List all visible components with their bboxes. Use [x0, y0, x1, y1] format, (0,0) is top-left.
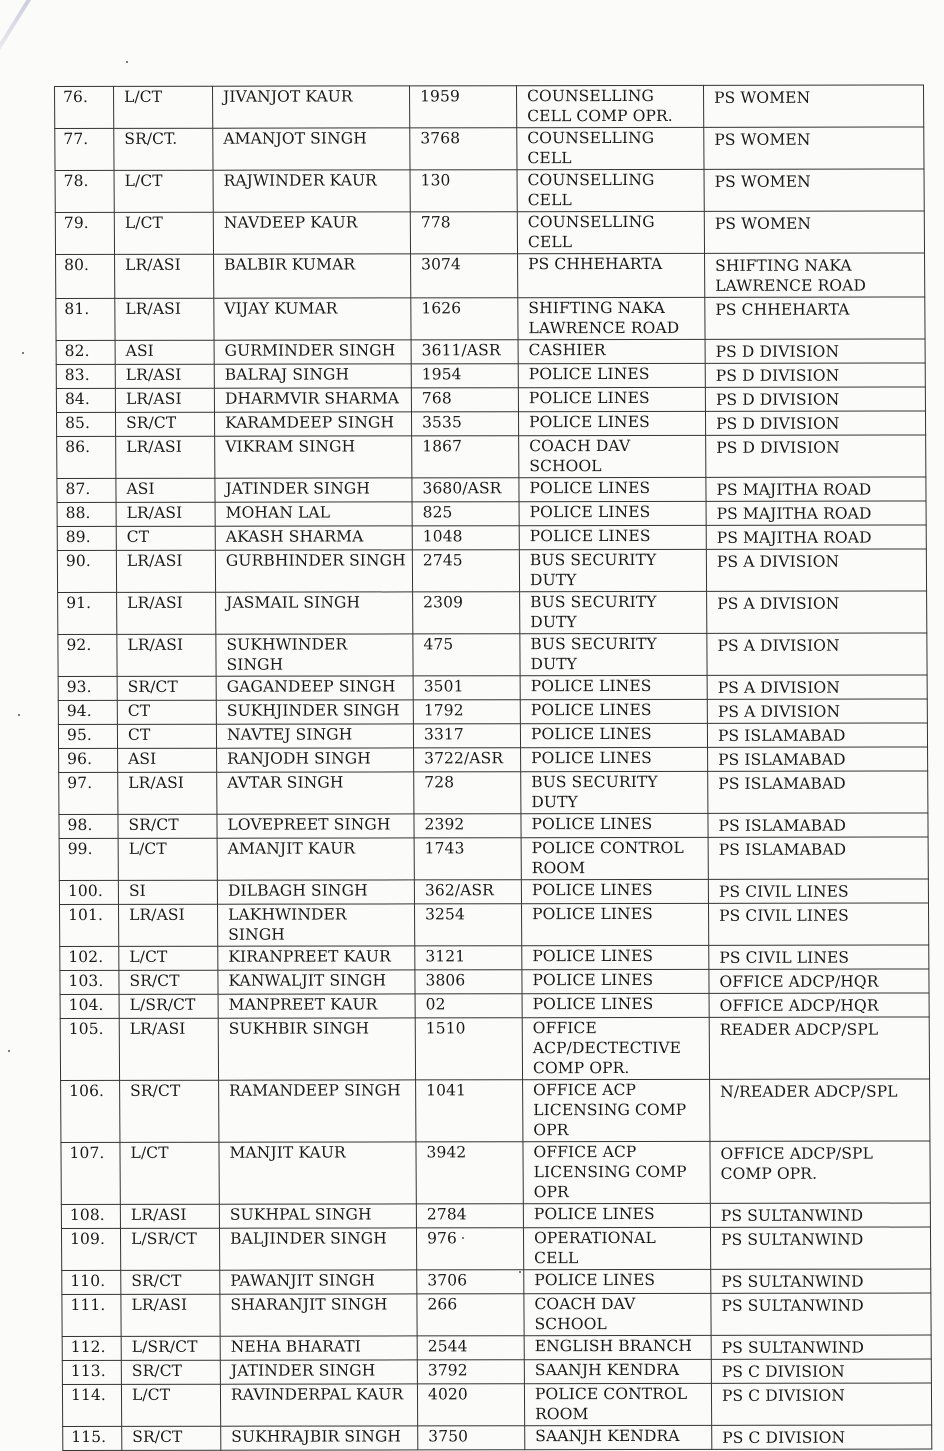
- from-posting-cell: POLICE LINES: [518, 387, 705, 411]
- from-posting-cell: POLICE LINES: [520, 723, 707, 747]
- to-posting-cell: PS CIVIL LINES: [708, 903, 928, 945]
- from-posting-cell: COACH DAV SCHOOL: [524, 1293, 711, 1335]
- to-posting-cell: OFFICE ADCP/HQR: [709, 993, 929, 1017]
- from-posting-cell: BUS SECURITY DUTY: [520, 633, 707, 675]
- name-cell: NAVTEJ SINGH: [216, 724, 413, 748]
- name-cell: KANWALJIT SINGH: [218, 970, 415, 994]
- table-row: [62, 1293, 931, 1337]
- from-posting-cell: CASHIER: [518, 339, 705, 363]
- serial-number-cell: 80.: [56, 254, 115, 298]
- name-cell: AMANJOT SINGH: [213, 128, 410, 170]
- to-posting-cell: PS SULTANWIND: [710, 1203, 930, 1227]
- from-posting-cell: OFFICE ACP LICENSING COMP OPR: [523, 1079, 710, 1141]
- name-cell: SUKHBIR SINGH: [218, 1018, 415, 1080]
- name-cell: GURBHINDER SINGH: [215, 550, 412, 592]
- belt-number-cell: 1048: [412, 526, 519, 550]
- from-posting-cell: POLICE LINES: [518, 411, 705, 435]
- belt-number-cell: 768: [411, 388, 518, 412]
- table-row: [56, 387, 925, 413]
- belt-number-cell: 3792: [417, 1360, 524, 1384]
- serial-number-cell: 89.: [57, 526, 116, 550]
- to-posting-cell: PS A DIVISION: [706, 549, 926, 591]
- serial-number-cell: 110.: [62, 1270, 121, 1294]
- serial-number-cell: 103.: [60, 970, 119, 994]
- serial-number-cell: 94.: [58, 700, 117, 724]
- table-row: [63, 1425, 932, 1451]
- rank-cell: L/CT: [121, 1384, 220, 1426]
- serial-number-cell: 112.: [62, 1336, 121, 1360]
- belt-number-cell: 1959: [409, 86, 516, 128]
- belt-number-cell: 130: [410, 170, 517, 212]
- table-row: [56, 297, 925, 341]
- from-posting-cell: POLICE LINES: [519, 525, 706, 549]
- belt-number-cell: 3706: [417, 1270, 524, 1294]
- serial-number-cell: 91.: [58, 592, 117, 634]
- table-row: [61, 1227, 930, 1271]
- belt-number-cell: 2784: [416, 1204, 523, 1228]
- name-cell: NEHA BHARATI: [220, 1336, 417, 1360]
- to-posting-cell: PS CIVIL LINES: [708, 879, 928, 903]
- paper-crease-mark: [0, 0, 76, 63]
- to-posting-cell: PS D DIVISION: [705, 363, 925, 387]
- belt-number-cell: 3121: [415, 946, 522, 970]
- belt-number-cell: 1954: [411, 364, 518, 388]
- table-row: [55, 211, 924, 255]
- belt-number-cell: 1626: [411, 298, 518, 340]
- serial-number-cell: 79.: [55, 212, 114, 254]
- table-row: [59, 903, 928, 947]
- serial-number-cell: 86.: [57, 436, 116, 478]
- to-posting-cell: PS A DIVISION: [707, 699, 927, 723]
- name-cell: RAJWINDER KAUR: [213, 170, 410, 212]
- to-posting-cell: PS C DIVISION: [711, 1383, 931, 1425]
- from-posting-cell: COACH DAV SCHOOL: [519, 435, 706, 477]
- rank-cell: ASI: [118, 748, 217, 772]
- serial-number-cell: 114.: [62, 1384, 121, 1426]
- name-cell: DILBAGH SINGH: [217, 880, 414, 904]
- serial-number-cell: 85.: [56, 412, 115, 436]
- belt-number-cell: 3254: [414, 904, 521, 946]
- rank-cell: LR/ASI: [121, 1294, 220, 1336]
- rank-cell: SR/CT.: [114, 128, 213, 170]
- name-cell: RANJODH SINGH: [217, 748, 414, 772]
- belt-number-cell: 3680/ASR: [412, 478, 519, 502]
- name-cell: JASMAIL SINGH: [216, 592, 413, 634]
- name-cell: MOHAN LAL: [215, 502, 412, 526]
- from-posting-cell: POLICE LINES: [521, 813, 708, 837]
- table-row: [62, 1269, 931, 1295]
- rank-cell: ASI: [115, 340, 214, 364]
- serial-number-cell: 109.: [61, 1228, 120, 1270]
- serial-number-cell: 98.: [59, 814, 118, 838]
- name-cell: DHARMVIR SHARMA: [214, 388, 411, 412]
- from-posting-cell: POLICE LINES: [520, 675, 707, 699]
- to-posting-cell: PS CIVIL LINES: [709, 945, 929, 969]
- name-cell: SUKHPAL SINGH: [219, 1204, 416, 1228]
- belt-number-cell: 02: [415, 994, 522, 1018]
- belt-number-cell: 2745: [412, 550, 519, 592]
- to-posting-cell: N/READER ADCP/SPL: [710, 1079, 930, 1141]
- rank-cell: SR/CT: [121, 1360, 220, 1384]
- table-row: [59, 747, 928, 773]
- table-row: [57, 549, 926, 593]
- from-posting-cell: PS CHHEHARTA: [518, 253, 705, 297]
- serial-number-cell: 108.: [61, 1204, 120, 1228]
- rank-cell: L/SR/CT: [120, 1228, 219, 1270]
- rank-cell: SR/CT: [117, 676, 216, 700]
- name-cell: AVTAR SINGH: [217, 772, 414, 814]
- table-row: [56, 363, 925, 389]
- from-posting-cell: POLICE LINES: [519, 501, 706, 525]
- belt-number-cell: 3074: [411, 254, 518, 298]
- table-row: [57, 435, 926, 479]
- from-posting-cell: POLICE LINES: [522, 969, 709, 993]
- from-posting-cell: COUNSELLING CELL: [517, 211, 704, 253]
- name-cell: SUKHWINDER SINGH: [216, 634, 413, 676]
- from-posting-cell: POLICE LINES: [523, 1203, 710, 1227]
- from-posting-cell: POLICE LINES: [519, 477, 706, 501]
- rank-cell: L/CT: [120, 1142, 219, 1204]
- belt-number-cell: 1792: [413, 700, 520, 724]
- table-row: [56, 339, 925, 365]
- belt-number-cell: 3942: [416, 1142, 523, 1204]
- rank-cell: L/CT: [119, 946, 218, 970]
- to-posting-cell: PS C DIVISION: [711, 1359, 931, 1383]
- from-posting-cell: SAANJH KENDRA: [525, 1425, 712, 1449]
- from-posting-cell: BUS SECURITY DUTY: [520, 591, 707, 633]
- to-posting-cell: PS MAJITHA ROAD: [706, 477, 926, 501]
- table-row: [57, 477, 926, 503]
- rank-cell: L/SR/CT: [119, 994, 218, 1018]
- rank-cell: CT: [117, 724, 216, 748]
- belt-number-cell: 1041: [416, 1080, 523, 1142]
- name-cell: LOVEPREET SINGH: [217, 814, 414, 838]
- from-posting-cell: ENGLISH BRANCH: [524, 1335, 711, 1359]
- serial-number-cell: 113.: [62, 1360, 121, 1384]
- rank-cell: SR/CT: [122, 1426, 221, 1450]
- name-cell: KARAMDEEP SINGH: [214, 412, 411, 436]
- serial-number-cell: 115.: [63, 1426, 122, 1450]
- table-row: [60, 1017, 929, 1081]
- table-row: [56, 411, 925, 437]
- to-posting-cell: PS SULTANWIND: [711, 1293, 931, 1335]
- from-posting-cell: POLICE CONTROL ROOM: [524, 1383, 711, 1425]
- rank-cell: LR/ASI: [115, 254, 214, 298]
- belt-number-cell: 2544: [417, 1336, 524, 1360]
- rank-cell: SR/CT: [115, 412, 214, 436]
- table-row: [58, 633, 927, 677]
- to-posting-cell: PS MAJITHA ROAD: [706, 525, 926, 549]
- serial-number-cell: 106.: [61, 1080, 120, 1142]
- from-posting-cell: OFFICE ACP/DECTECTIVE COMP OPR.: [522, 1017, 709, 1079]
- to-posting-cell: PS A DIVISION: [707, 591, 927, 633]
- to-posting-cell: PS ISLAMABAD: [707, 723, 927, 747]
- stray-dot: [22, 352, 24, 354]
- to-posting-cell: PS WOMEN: [704, 211, 924, 253]
- rank-cell: SR/CT: [118, 814, 217, 838]
- to-posting-cell: PS ISLAMABAD: [708, 837, 928, 879]
- name-cell: BALRAJ SINGH: [214, 364, 411, 388]
- rank-cell: SR/CT: [119, 970, 218, 994]
- table-row: [60, 945, 929, 971]
- from-posting-cell: SHIFTING NAKA LAWRENCE ROAD: [518, 297, 705, 339]
- to-posting-cell: OFFICE ADCP/HQR: [709, 969, 929, 993]
- name-cell: SUKHJINDER SINGH: [216, 700, 413, 724]
- name-cell: BALJINDER SINGH: [219, 1228, 416, 1270]
- rank-cell: LR/ASI: [116, 550, 215, 592]
- to-posting-cell: PS D DIVISION: [705, 339, 925, 363]
- rank-cell: LR/ASI: [115, 388, 214, 412]
- rank-cell: LR/ASI: [116, 502, 215, 526]
- rank-cell: LR/ASI: [118, 772, 217, 814]
- to-posting-cell: SHIFTING NAKA LAWRENCE ROAD: [705, 253, 925, 297]
- rank-cell: LR/ASI: [117, 592, 216, 634]
- rank-cell: LR/ASI: [116, 436, 215, 478]
- rank-cell: LR/ASI: [117, 634, 216, 676]
- serial-number-cell: 87.: [57, 478, 116, 502]
- table-row: [58, 675, 927, 701]
- rank-cell: L/CT: [114, 212, 213, 254]
- name-cell: NAVDEEP KAUR: [213, 212, 410, 254]
- belt-number-cell: 1510: [415, 1018, 522, 1080]
- name-cell: SUKHRAJBIR SINGH: [221, 1426, 418, 1450]
- serial-number-cell: 83.: [56, 364, 115, 388]
- table-row: [59, 771, 928, 815]
- rank-cell: SR/CT: [120, 1080, 219, 1142]
- belt-number-cell: 2309: [413, 592, 520, 634]
- name-cell: JATINDER SINGH: [215, 478, 412, 502]
- belt-number-cell: 266: [417, 1294, 524, 1336]
- rank-cell: CT: [116, 526, 215, 550]
- table-row: [61, 1141, 930, 1205]
- serial-number-cell: 102.: [60, 946, 119, 970]
- to-posting-cell: PS WOMEN: [704, 169, 924, 211]
- serial-number-cell: 81.: [56, 298, 115, 340]
- from-posting-cell: COUNSELLING CELL: [517, 127, 704, 169]
- to-posting-cell: PS D DIVISION: [705, 411, 925, 435]
- rank-cell: LR/ASI: [115, 364, 214, 388]
- rank-cell: L/CT: [118, 838, 217, 880]
- rank-cell: L/CT: [114, 170, 213, 212]
- rank-cell: CT: [117, 700, 216, 724]
- serial-number-cell: 82.: [56, 340, 115, 364]
- table-row: [55, 127, 924, 171]
- rank-cell: LR/ASI: [118, 904, 217, 946]
- from-posting-cell: SAANJH KENDRA: [524, 1359, 711, 1383]
- serial-number-cell: 99.: [59, 838, 118, 880]
- to-posting-cell: PS CHHEHARTA: [705, 297, 925, 339]
- name-cell: RAMANDEEP SINGH: [219, 1080, 416, 1142]
- to-posting-cell: PS SULTANWIND: [710, 1227, 930, 1269]
- name-cell: VIJAY KUMAR: [214, 298, 411, 340]
- serial-number-cell: 90.: [57, 550, 116, 592]
- belt-number-cell: 3317: [413, 724, 520, 748]
- stray-dot: [18, 714, 20, 716]
- to-posting-cell: READER ADCP/SPL: [709, 1017, 929, 1079]
- name-cell: AMANJIT KAUR: [217, 838, 414, 880]
- table-row: [55, 169, 924, 213]
- serial-number-cell: 88.: [57, 502, 116, 526]
- from-posting-cell: POLICE LINES: [522, 993, 709, 1017]
- name-cell: BALBIR KUMAR: [214, 254, 411, 298]
- from-posting-cell: BUS SECURITY DUTY: [521, 771, 708, 813]
- rank-cell: SI: [118, 880, 217, 904]
- name-cell: RAVINDERPAL KAUR: [220, 1384, 417, 1426]
- name-cell: GAGANDEEP SINGH: [216, 676, 413, 700]
- table-row: [56, 253, 925, 299]
- to-posting-cell: PS D DIVISION: [706, 435, 926, 477]
- table-body: [55, 85, 932, 1451]
- serial-number-cell: 84.: [56, 388, 115, 412]
- table-row: [60, 969, 929, 995]
- serial-number-cell: 104.: [60, 994, 119, 1018]
- table-row: [58, 591, 927, 635]
- to-posting-cell: PS A DIVISION: [707, 633, 927, 675]
- serial-number-cell: 93.: [58, 676, 117, 700]
- from-posting-cell: OFFICE ACP LICENSING COMP OPR: [523, 1141, 710, 1203]
- to-posting-cell: PS WOMEN: [704, 127, 924, 169]
- belt-number-cell: 976: [416, 1228, 523, 1270]
- to-posting-cell: PS SULTANWIND: [711, 1269, 931, 1293]
- table-row: [57, 501, 926, 527]
- name-cell: KIRANPREET KAUR: [218, 946, 415, 970]
- to-posting-cell: PS MAJITHA ROAD: [706, 501, 926, 525]
- belt-number-cell: 475: [413, 634, 520, 676]
- transfer-list-table: [54, 84, 932, 1451]
- table-row: [57, 525, 926, 551]
- rank-cell: LR/ASI: [119, 1018, 218, 1080]
- serial-number-cell: 101.: [59, 904, 118, 946]
- from-posting-cell: POLICE LINES: [520, 699, 707, 723]
- name-cell: MANPREET KAUR: [218, 994, 415, 1018]
- belt-number-cell: 3806: [415, 970, 522, 994]
- name-cell: PAWANJIT SINGH: [220, 1270, 417, 1294]
- belt-number-cell: 3535: [411, 412, 518, 436]
- name-cell: VIKRAM SINGH: [215, 436, 412, 478]
- table-row: [62, 1383, 931, 1427]
- to-posting-cell: PS SULTANWIND: [711, 1335, 931, 1359]
- serial-number-cell: 96.: [59, 748, 118, 772]
- from-posting-cell: OPERATIONAL CELL: [523, 1227, 710, 1269]
- rank-cell: L/CT: [114, 86, 213, 128]
- to-posting-cell: PS C DIVISION: [712, 1425, 932, 1449]
- from-posting-cell: COUNSELLING CELL: [517, 169, 704, 211]
- from-posting-cell: POLICE LINES: [521, 879, 708, 903]
- to-posting-cell: PS WOMEN: [703, 85, 923, 127]
- name-cell: AKASH SHARMA: [215, 526, 412, 550]
- belt-number-cell: 2392: [414, 814, 521, 838]
- belt-number-cell: 4020: [417, 1384, 524, 1426]
- stray-dot: [126, 61, 128, 63]
- to-posting-cell: PS D DIVISION: [705, 387, 925, 411]
- belt-number-cell: 728: [414, 772, 521, 814]
- to-posting-cell: OFFICE ADCP/SPL COMP OPR.: [710, 1141, 930, 1203]
- serial-number-cell: 76.: [55, 86, 114, 128]
- belt-number-cell: 3501: [413, 676, 520, 700]
- to-posting-cell: PS ISLAMABAD: [708, 771, 928, 813]
- name-cell: JIVANJOT KAUR: [213, 86, 410, 128]
- serial-number-cell: 111.: [62, 1294, 121, 1336]
- name-cell: GURMINDER SINGH: [214, 340, 411, 364]
- belt-number-cell: 3722/ASR: [414, 748, 521, 772]
- table-row: [59, 837, 928, 881]
- table-row: [61, 1203, 930, 1229]
- from-posting-cell: POLICE LINES: [522, 945, 709, 969]
- rank-cell: LR/ASI: [120, 1204, 219, 1228]
- name-cell: JATINDER SINGH: [220, 1360, 417, 1384]
- to-posting-cell: PS ISLAMABAD: [708, 813, 928, 837]
- from-posting-cell: BUS SECURITY DUTY: [519, 549, 706, 591]
- name-cell: MANJIT KAUR: [219, 1142, 416, 1204]
- from-posting-cell: POLICE LINES: [521, 747, 708, 771]
- rank-cell: L/SR/CT: [121, 1336, 220, 1360]
- from-posting-cell: POLICE CONTROL ROOM: [521, 837, 708, 879]
- table-row: [62, 1335, 931, 1361]
- belt-number-cell: 3611/ASR: [411, 340, 518, 364]
- rank-cell: ASI: [116, 478, 215, 502]
- serial-number-cell: 78.: [55, 170, 114, 212]
- serial-number-cell: 95.: [58, 724, 117, 748]
- from-posting-cell: POLICE LINES: [524, 1269, 711, 1293]
- belt-number-cell: 3750: [418, 1426, 525, 1450]
- serial-number-cell: 77.: [55, 128, 114, 170]
- belt-number-cell: 1867: [412, 436, 519, 478]
- table-row: [55, 85, 924, 129]
- from-posting-cell: COUNSELLING CELL COMP OPR.: [516, 85, 703, 127]
- serial-number-cell: 92.: [58, 634, 117, 676]
- rank-cell: SR/CT: [121, 1270, 220, 1294]
- belt-number-cell: 3768: [410, 128, 517, 170]
- serial-number-cell: 107.: [61, 1142, 120, 1204]
- to-posting-cell: PS A DIVISION: [707, 675, 927, 699]
- from-posting-cell: POLICE LINES: [518, 363, 705, 387]
- belt-number-cell: 362/ASR: [414, 880, 521, 904]
- serial-number-cell: 105.: [60, 1018, 119, 1080]
- from-posting-cell: POLICE LINES: [521, 903, 708, 945]
- serial-number-cell: 97.: [59, 772, 118, 814]
- table-row: [61, 1079, 930, 1143]
- table-row: [58, 723, 927, 749]
- rank-cell: LR/ASI: [115, 298, 214, 340]
- table-row: [62, 1359, 931, 1385]
- table-row: [59, 813, 928, 839]
- stray-dot: [8, 1050, 10, 1052]
- belt-number-cell: 1743: [414, 838, 521, 880]
- name-cell: SHARANJIT SINGH: [220, 1294, 417, 1336]
- belt-number-cell: 778: [410, 212, 517, 254]
- table-row: [60, 993, 929, 1019]
- table-row: [58, 699, 927, 725]
- to-posting-cell: PS ISLAMABAD: [708, 747, 928, 771]
- belt-number-cell: 825: [412, 502, 519, 526]
- name-cell: LAKHWINDER SINGH: [217, 904, 414, 946]
- serial-number-cell: 100.: [59, 880, 118, 904]
- table-row: [59, 879, 928, 905]
